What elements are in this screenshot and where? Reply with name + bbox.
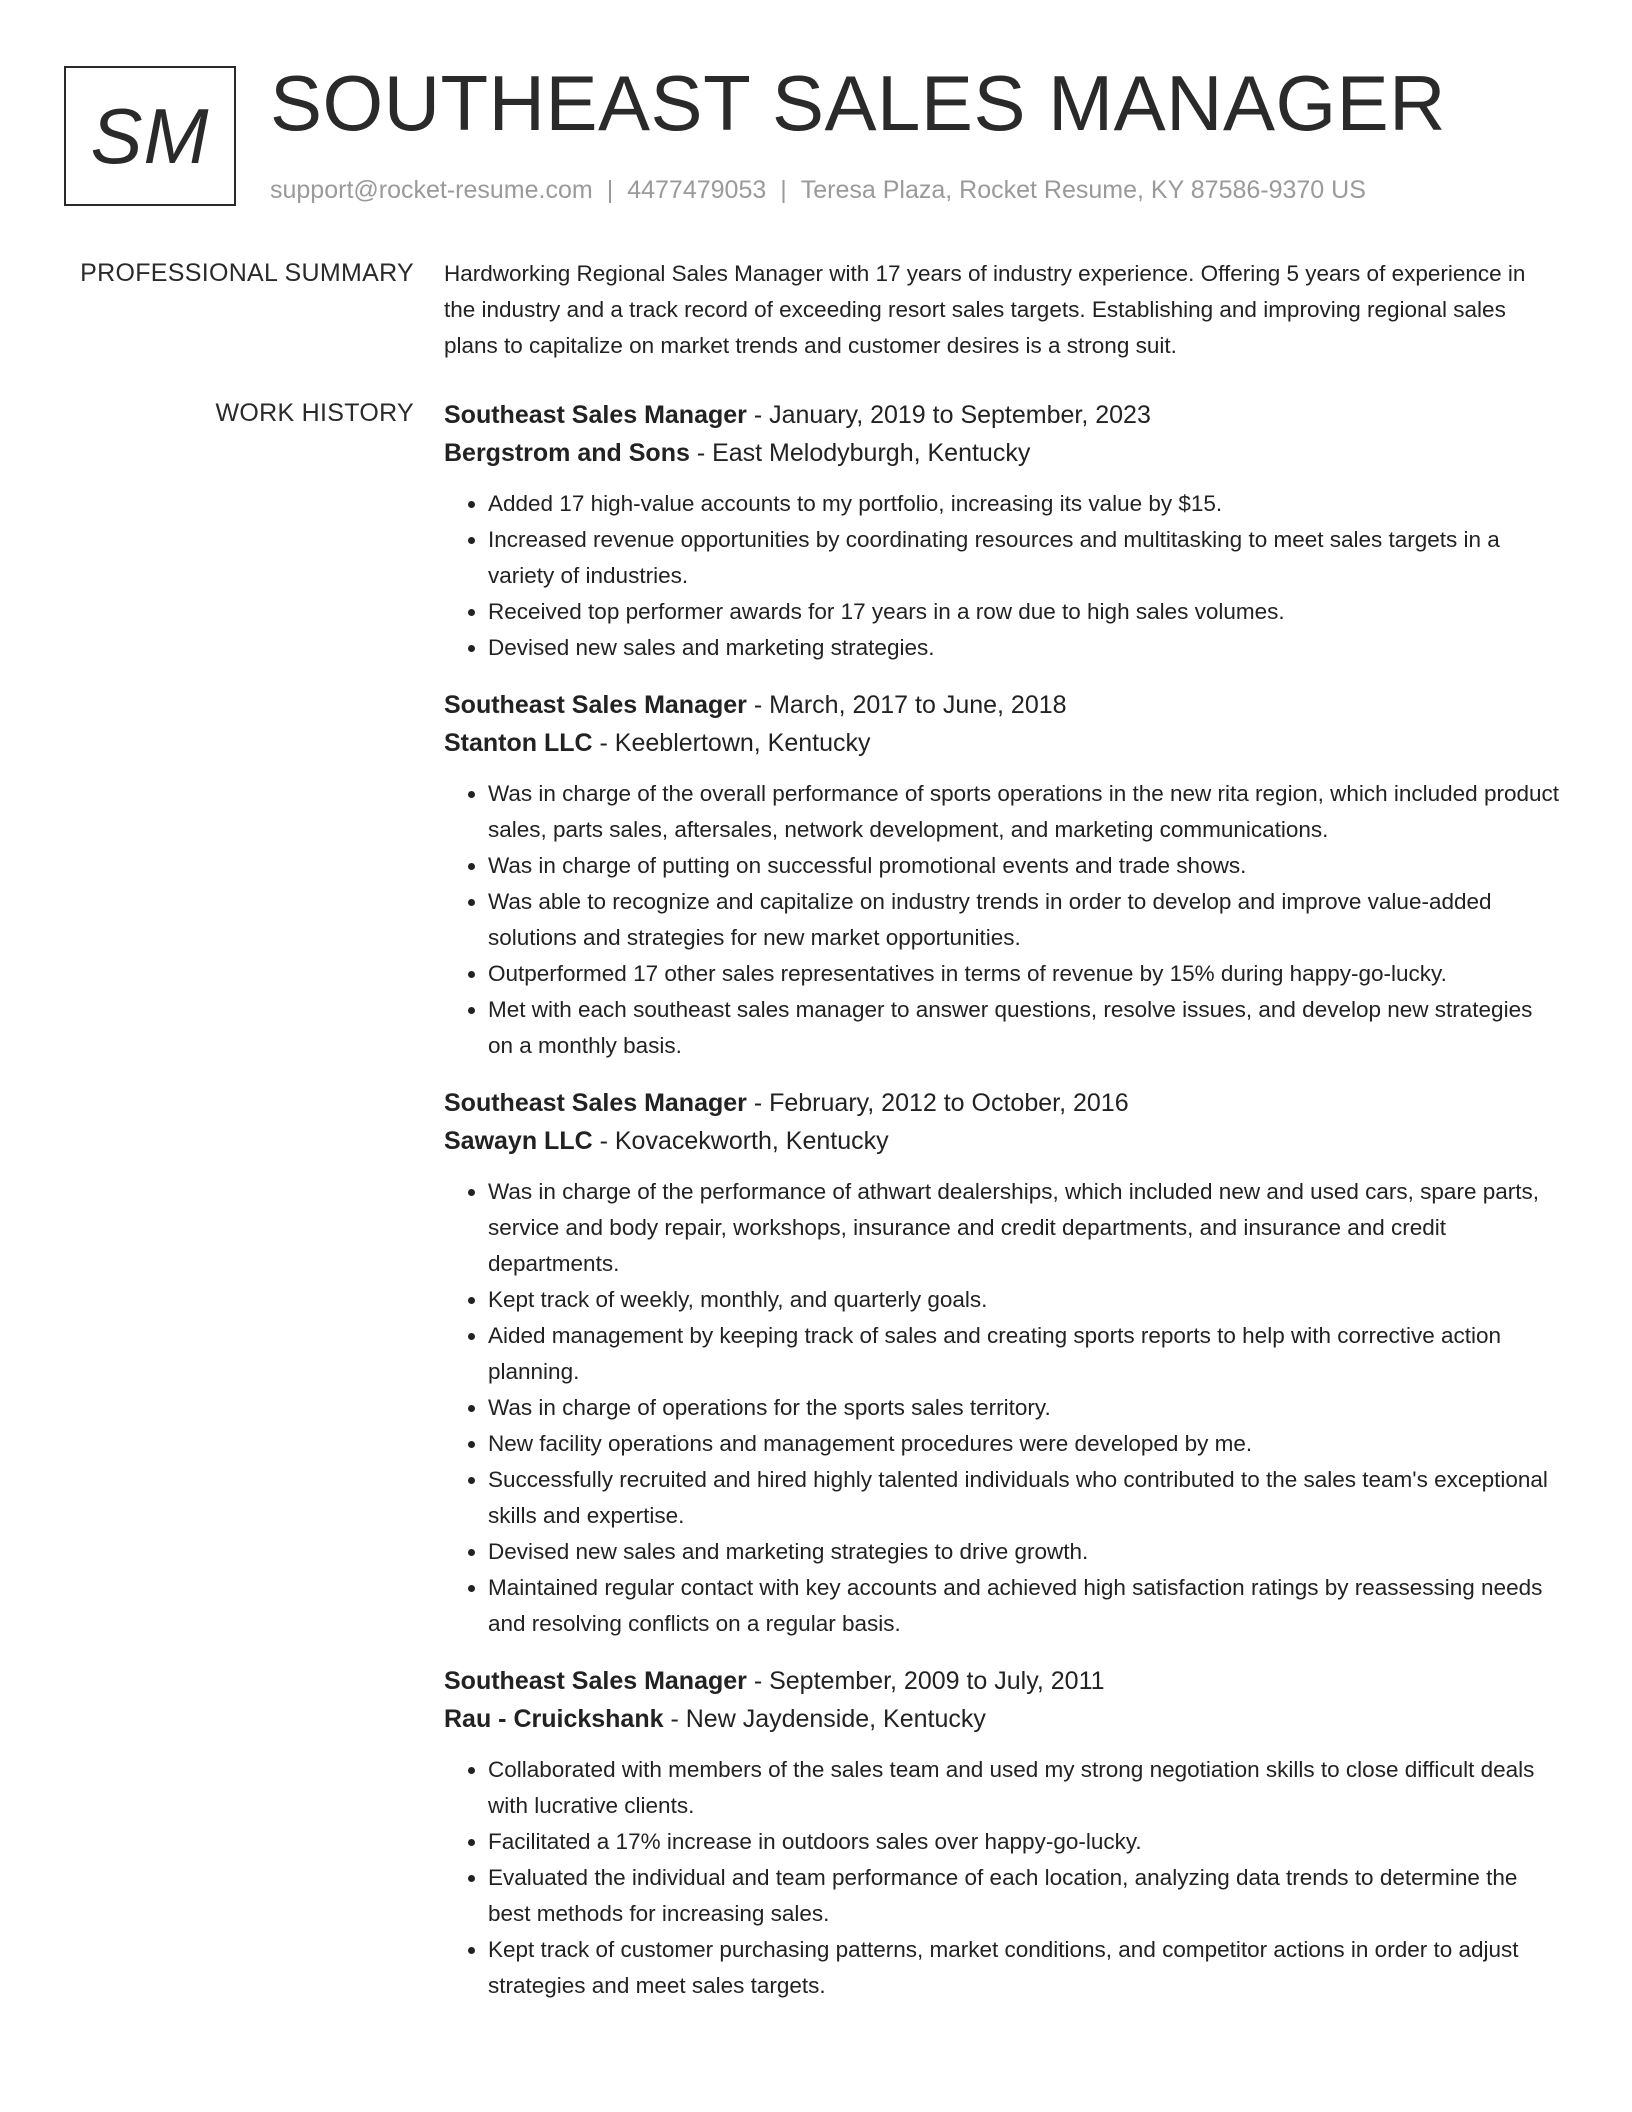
job-bullet: • Received top performer awards for 17 years in a row due to high sales volumes. <box>488 594 1559 630</box>
monogram: SM <box>64 66 236 206</box>
job-location: - East Melodyburgh, Kentucky <box>689 439 1031 467</box>
job-company-line <box>444 1122 1559 1160</box>
job-title-line <box>444 1084 1559 1122</box>
job-bullet: • Added 17 high-value accounts to my portfolio, increasing its value by $15. <box>488 486 1559 522</box>
job-bullet: • Collaborated with members of the sales team and used my strong negotiation skills to close difficult deals with lucrative clients. <box>488 1752 1559 1824</box>
job-bullet: • Kept track of customer purchasing patterns, market conditions, and competitor actions in order to adjust strategies and meet sales targets. <box>488 1932 1559 2004</box>
job-bullets <box>444 776 1559 1064</box>
job-dates: - February, 2012 to October, 2016 <box>746 1089 1129 1117</box>
job-title: Southeast Sales Manager <box>444 1089 747 1117</box>
job-title-line <box>444 396 1559 434</box>
job-title-line <box>444 1662 1559 1700</box>
job-bullet: • Met with each southeast sales manager to answer questions, resolve issues, and develop new strategies on a monthly basis. <box>488 992 1559 1064</box>
job-company: Stanton LLC <box>444 729 593 757</box>
contact-line <box>270 174 1366 206</box>
job-bullets <box>444 1752 1559 2004</box>
job-entry <box>444 686 1559 1064</box>
job-company-line <box>444 1700 1559 1738</box>
job-bullet: • Maintained regular contact with key accounts and achieved high satisfaction ratings by reassessing needs and resolving conflicts on a regular basis. <box>488 1570 1559 1642</box>
job-company-line <box>444 724 1559 762</box>
job-bullet: • Devised new sales and marketing strategies to drive growth. <box>488 1534 1559 1570</box>
summary-text: Hardworking Regional Sales Manager with 17 years of industry experience. Offering 5 years of experience in the industry and a track record of exceeding resort sales targets. Establishing and improving regional sales plans to capitalize on market trends and customer desires is a strong suit. <box>444 261 1526 358</box>
job-bullet: • Kept track of weekly, monthly, and quarterly goals. <box>488 1282 1559 1318</box>
work-history-body <box>444 396 1559 2024</box>
job-title: Southeast Sales Manager <box>444 691 747 719</box>
job-bullet: • Was in charge of the overall performance of sports operations in the new rita region, which included product sales, parts sales, aftersales, network development, and marketing communications. <box>488 776 1559 848</box>
job-bullets <box>444 486 1559 666</box>
job-bullet: • New facility operations and management procedures were developed by me. <box>488 1426 1559 1462</box>
job-bullet: • Increased revenue opportunities by coordinating resources and multitasking to meet sales targets in a variety of industries. <box>488 522 1559 594</box>
job-entry <box>444 1662 1559 2004</box>
job-entry <box>444 396 1559 666</box>
job-location: - New Jaydenside, Kentucky <box>663 1705 986 1733</box>
job-bullet: • Aided management by keeping track of sales and creating sports reports to help with corrective action planning. <box>488 1318 1559 1390</box>
contact-phone: 4477479053 <box>627 176 767 204</box>
contact-email: support@rocket-resume.com <box>270 176 593 204</box>
summary-heading: PROFESSIONAL SUMMARY <box>80 259 414 287</box>
work-history-heading: WORK HISTORY <box>215 399 414 427</box>
job-company: Rau - Cruickshank <box>444 1705 664 1733</box>
contact-address: Teresa Plaza, Rocket Resume, KY 87586-9370 US <box>800 176 1366 204</box>
job-bullet: • Was in charge of the performance of athwart dealerships, which included new and used cars, spare parts, service and body repair, workshops, insurance and credit departments, and insurance and credit departments. <box>488 1174 1559 1282</box>
job-bullet: • Evaluated the individual and team performance of each location, analyzing data trends to determine the best methods for increasing sales. <box>488 1860 1559 1932</box>
job-dates: - January, 2019 to September, 2023 <box>746 401 1151 429</box>
job-location: - Kovacekworth, Kentucky <box>592 1127 889 1155</box>
job-dates: - September, 2009 to July, 2011 <box>746 1667 1105 1695</box>
page-title: SOUTHEAST SALES MANAGER <box>270 59 1447 147</box>
job-bullet: • Was able to recognize and capitalize on industry trends in order to develop and improve value-added solutions and strategies for new market opportunities. <box>488 884 1559 956</box>
job-company: Sawayn LLC <box>444 1127 593 1155</box>
job-company: Bergstrom and Sons <box>444 439 690 467</box>
job-bullet: • Was in charge of operations for the sports sales territory. <box>488 1390 1559 1426</box>
job-company-line <box>444 434 1559 472</box>
job-title: Southeast Sales Manager <box>444 401 747 429</box>
contact-separator: | <box>780 176 787 204</box>
job-bullet: • Successfully recruited and hired highly talented individuals who contributed to the sales team's exceptional skills and expertise. <box>488 1462 1559 1534</box>
job-bullet: • Was in charge of putting on successful promotional events and trade shows. <box>488 848 1559 884</box>
job-bullet: • Outperformed 17 other sales representatives in terms of revenue by 15% during happy-go-lucky. <box>488 956 1559 992</box>
job-bullet: • Facilitated a 17% increase in outdoors sales over happy-go-lucky. <box>488 1824 1559 1860</box>
job-bullet: • Devised new sales and marketing strategies. <box>488 630 1559 666</box>
job-entry <box>444 1084 1559 1642</box>
job-dates: - March, 2017 to June, 2018 <box>746 691 1067 719</box>
job-title: Southeast Sales Manager <box>444 1667 747 1695</box>
summary-body <box>444 256 1559 364</box>
job-title-line <box>444 686 1559 724</box>
job-location: - Keeblertown, Kentucky <box>592 729 871 757</box>
contact-separator: | <box>606 176 614 204</box>
job-bullets <box>444 1174 1559 1642</box>
